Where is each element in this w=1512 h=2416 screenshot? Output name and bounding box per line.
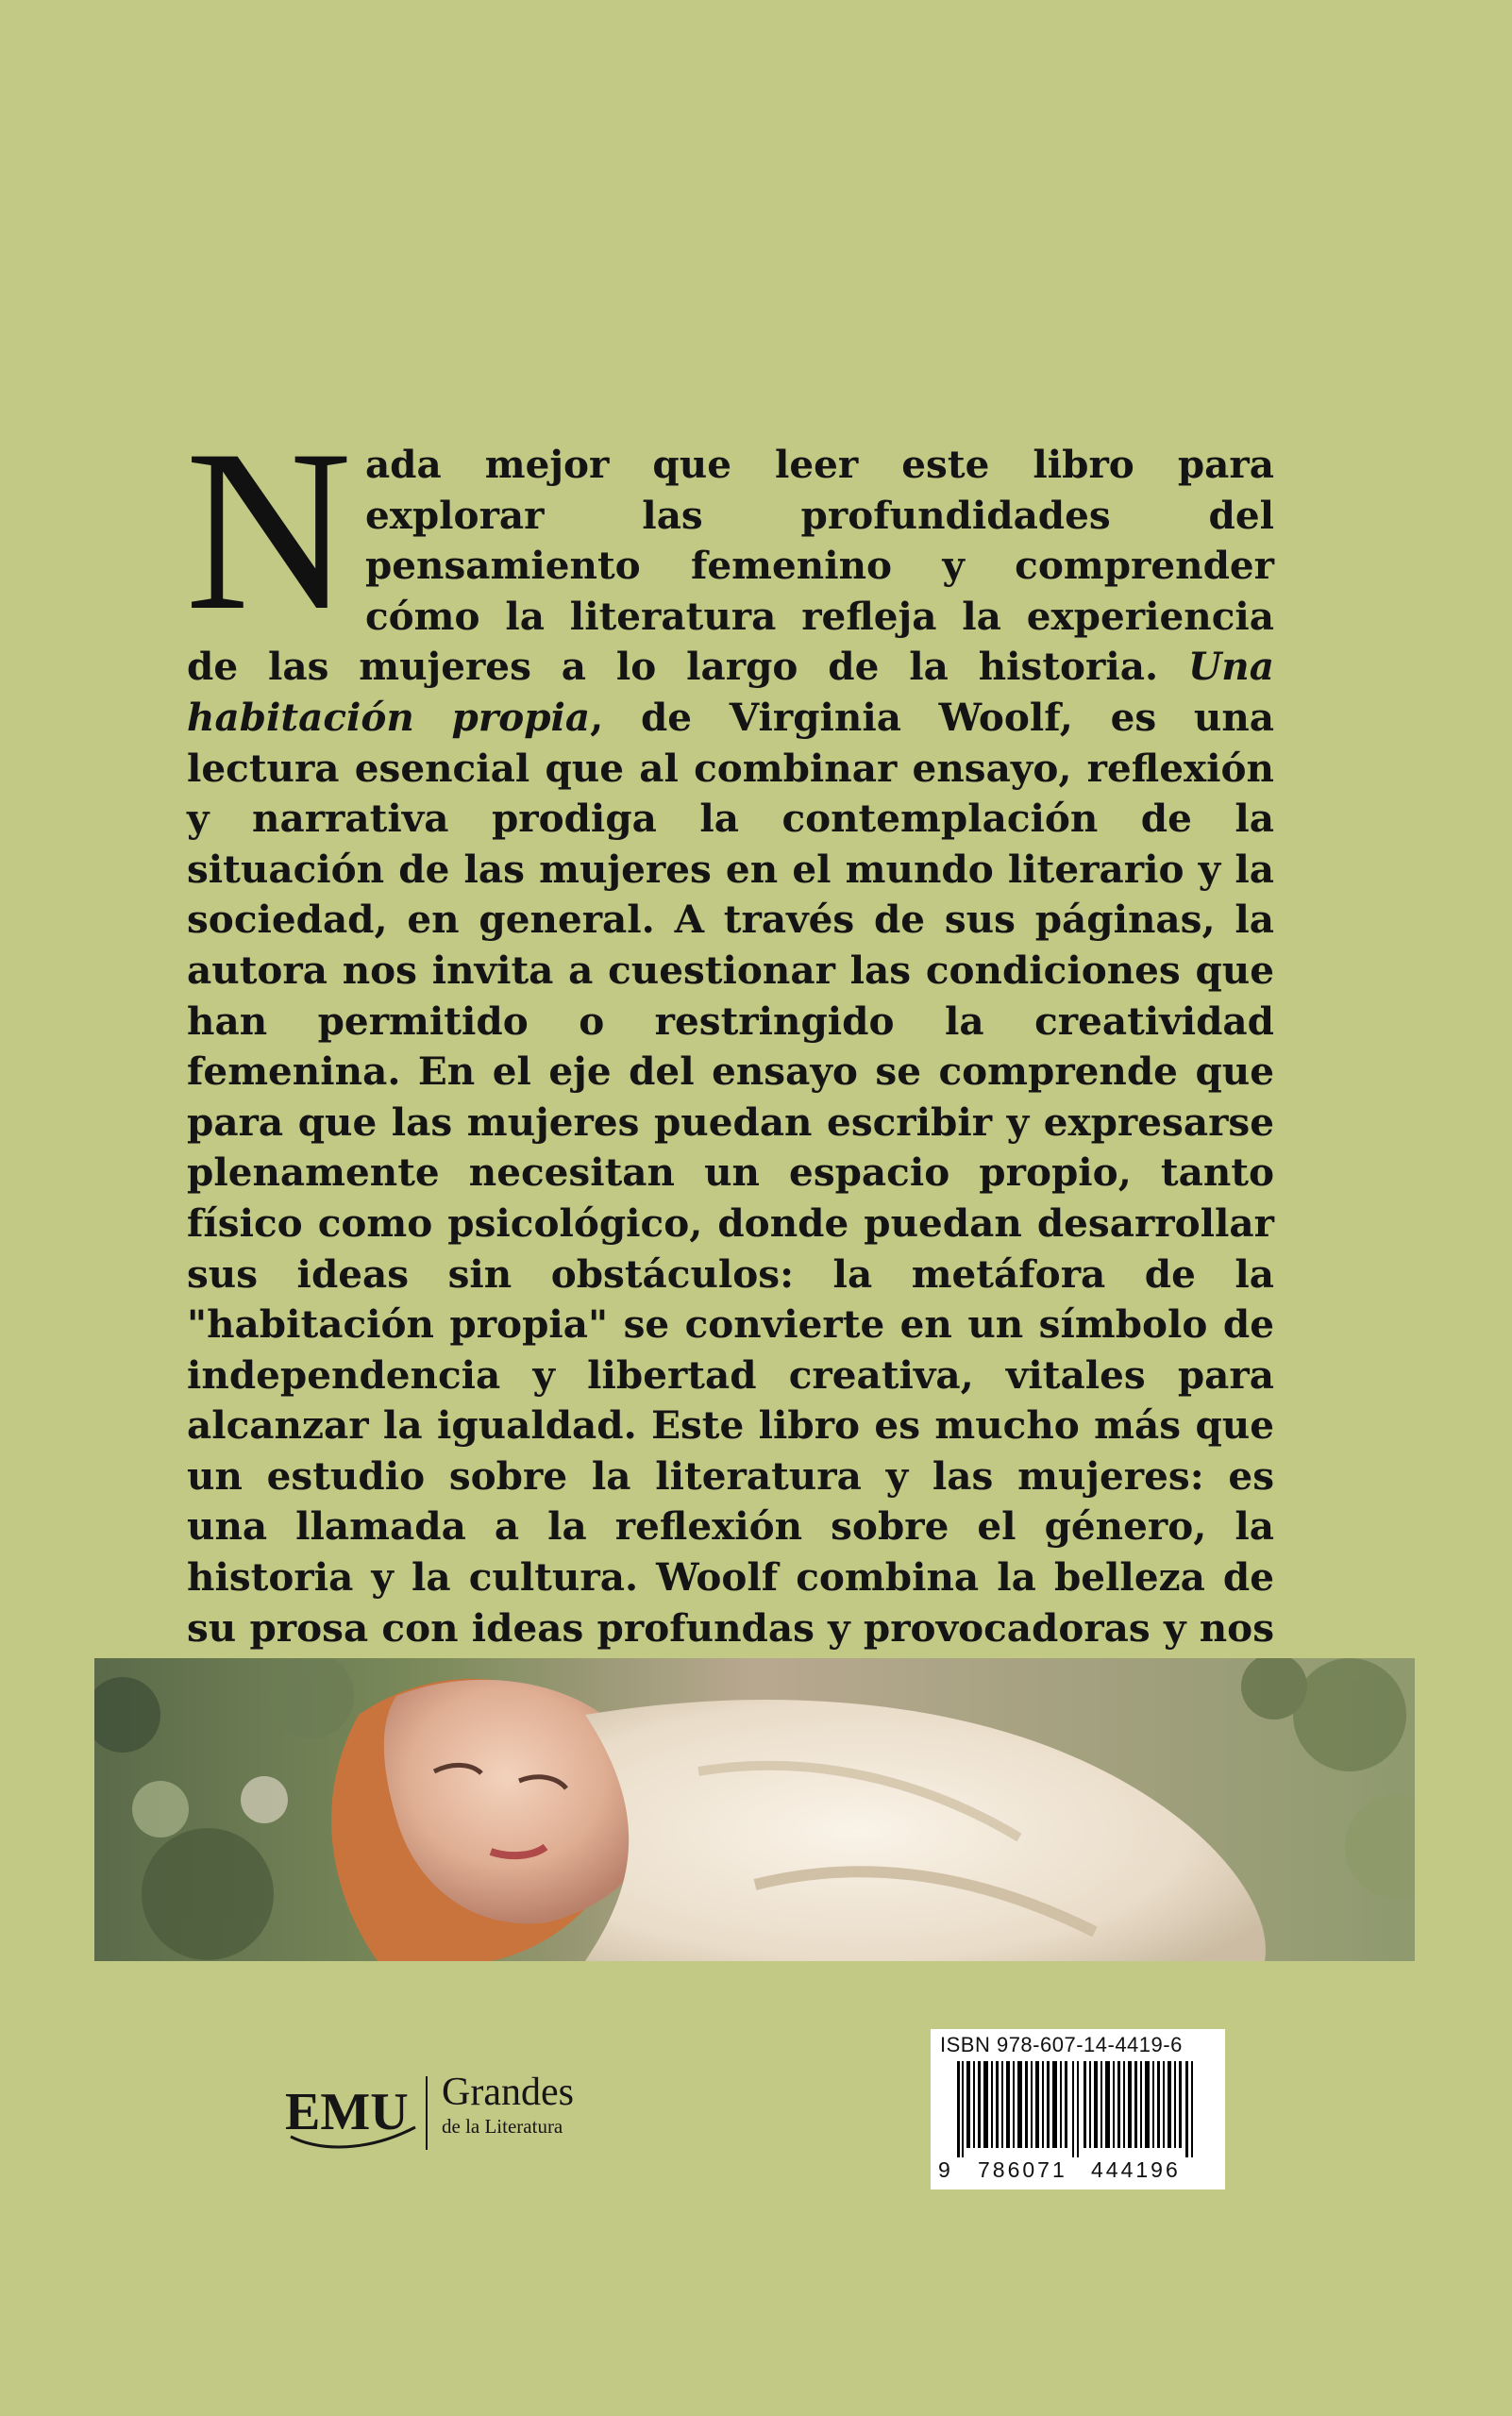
barcode-digit-first: 9 (938, 2157, 950, 2182)
emu-logo-icon (283, 2071, 434, 2156)
isbn-label: ISBN 978-607-14-4419-6 (940, 2033, 1183, 2056)
publisher-name (442, 2071, 574, 2139)
barcode-digits-group1: 786071 (978, 2157, 1067, 2182)
blurb-text-part2: , de Virginia Woolf, es una lectura esencial que al combinar ensayo, reflexión y narrativa prodiga la contemplación de la situación de las mujeres en el mundo literario y la sociedad, en general. A través de sus páginas, la autora nos invita a cuestionar las condiciones que han permitido o restringido la creatividad femenina. En el eje del ensayo se comprende que para que las mujeres puedan escribir y expresarse plenamente necesitan un espacio propio, tanto físico como psicológico, donde puedan desarrollar sus ideas sin obstáculos: la metáfora de la "habitación propia" se convierte en un símbolo de independencia y libertad creativa, vitales para alcanzar la igualdad. Este libro es mucho más que un estudio sobre la literatura y las mujeres: es una llamada a la reflexión sobre el género, la historia y la cultura. Woolf combina la belleza de su prosa con ideas profundas y provocadoras y nos (187, 694, 1275, 1651)
publisher-line2: de la Literatura (442, 2115, 563, 2138)
cover-painting (94, 1658, 1415, 1961)
painting-image (94, 1658, 1415, 1961)
emu-logo-letters: EMU (285, 2083, 409, 2141)
publisher-line1: Grandes (442, 2071, 574, 2114)
blurb-paragraph (185, 402, 1275, 1805)
drop-cap: N (185, 402, 352, 658)
barcode-icon (944, 2061, 1212, 2157)
barcode-panel (931, 2029, 1225, 2190)
publisher-logo (283, 2071, 623, 2156)
barcode-digits-group2: 444196 (1091, 2157, 1181, 2182)
blurb-text-part1: ada mejor que leer este libro para explorar las profundidades del pensamiento femenino y comprender cómo la literatura refleja la experiencia de las mujeres a lo largo de la historia. (187, 442, 1274, 690)
book-title-italic: Una habitación propia (187, 644, 1274, 740)
